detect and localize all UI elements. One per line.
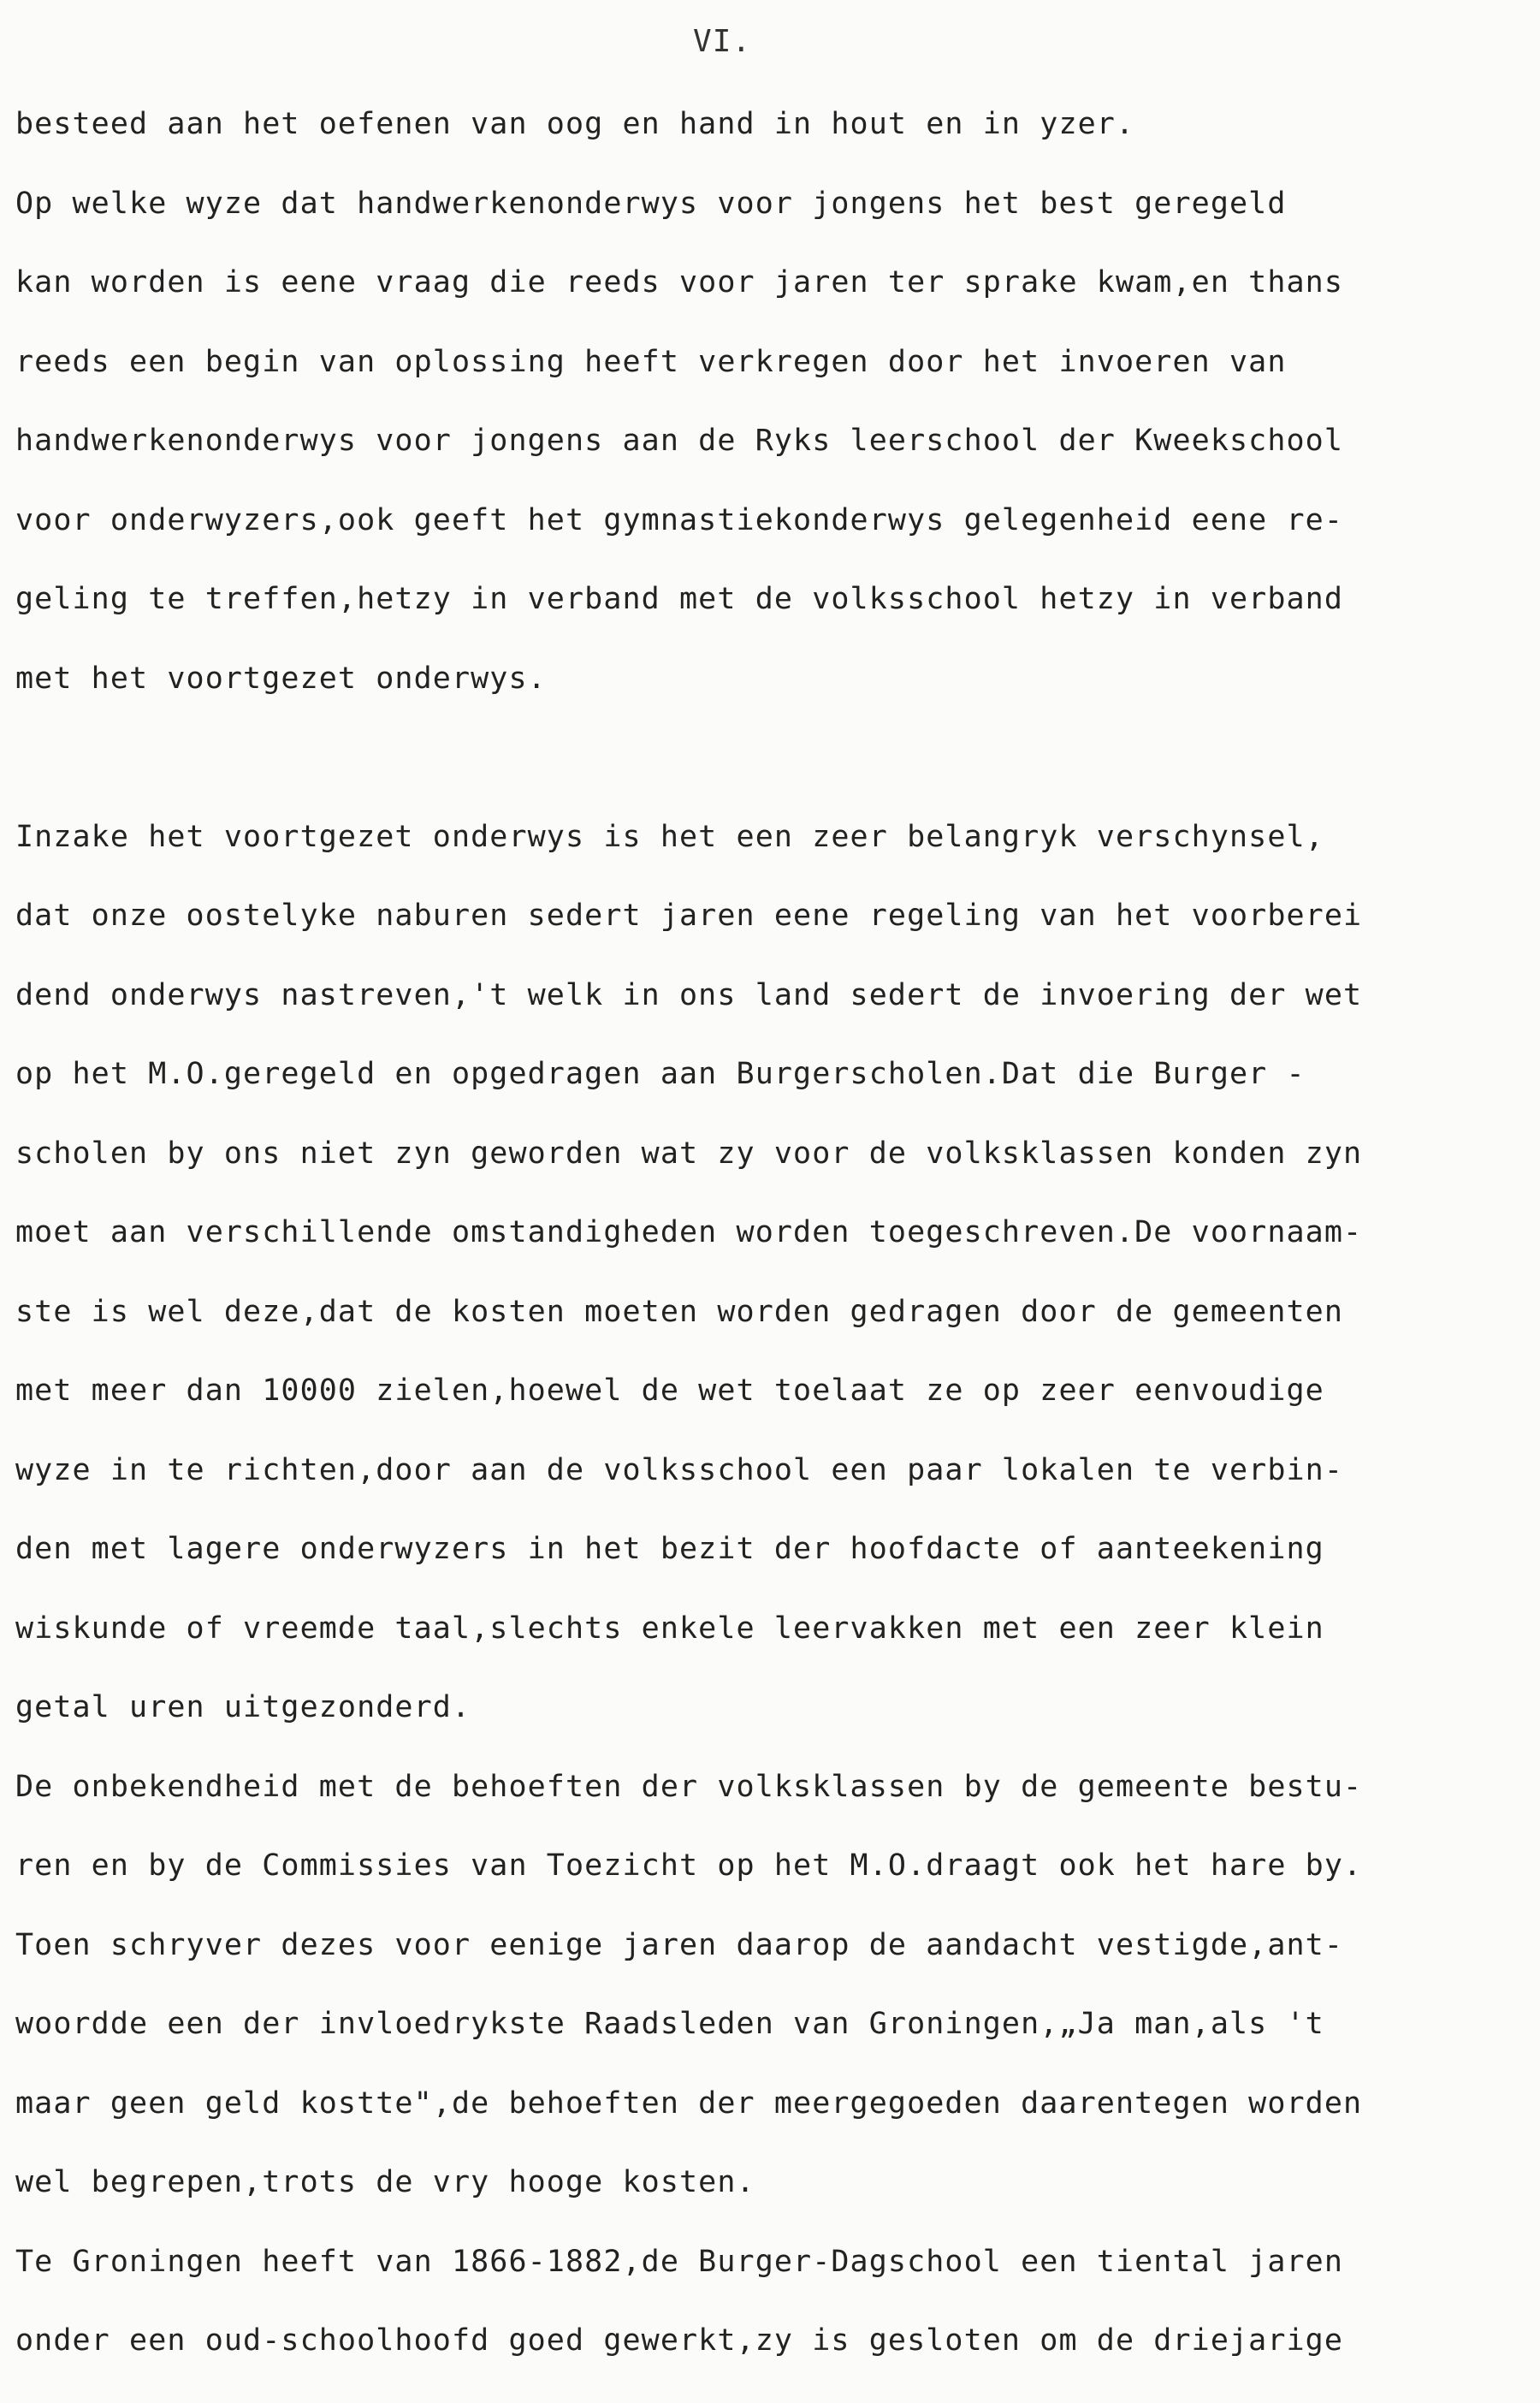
text-line: geling te treffen,hetzy in verband met de volksschool hetzy in verband (15, 582, 1344, 616)
text-line: met het voortgezet onderwys. (15, 661, 547, 696)
body-text (15, 98, 1530, 2394)
text-line: Inzake het voortgezet onderwys is het een zeer belangryk verschynsel, (15, 819, 1324, 854)
text-line: wiskunde of vreemde taal,slechts enkele leervakken met een zeer klein (15, 1611, 1324, 1646)
text-line: den met lagere onderwyzers in het bezit der hoofdacte of aanteekening (15, 1532, 1324, 1566)
text-line: woordde een der invloedrykste Raadsleden van Groningen,„Ja man,als 't (15, 2007, 1324, 2041)
text-line: scholen by ons niet zyn geworden wat zy voor de volksklassen konden zyn (15, 1136, 1363, 1171)
text-line: voor onderwyzers,ook geeft het gymnastiekonderwys gelegenheid eene re- (15, 502, 1344, 537)
text-line: onder een oud-schoolhoofd goed gewerkt,zy is gesloten om de driejarige (15, 2323, 1344, 2358)
text-line: reeds een begin van oplossing heeft verkregen door het invoeren van (15, 344, 1287, 379)
text-line: De onbekendheid met de behoeften der volksklassen by de gemeente bestu- (15, 1769, 1363, 1804)
text-line: wel begrepen,trots de vry hooge kosten. (15, 2165, 755, 2199)
text-line: dat onze oostelyke naburen sedert jaren eene regeling van het voorberei (15, 899, 1363, 933)
text-line: op het M.O.geregeld en opgedragen aan Burgerscholen.Dat die Burger - (15, 1057, 1306, 1091)
text-line: Toen schryver dezes voor eenige jaren daarop de aandacht vestigde,ant- (15, 1927, 1344, 1962)
text-line: Op welke wyze dat handwerkenonderwys voor jongens het best geregeld (15, 186, 1287, 221)
page-number: VI. (693, 24, 752, 59)
text-line: wyze in te richten,door aan de volksschool een paar lokalen te verbin- (15, 1452, 1344, 1487)
text-line: moet aan verschillende omstandigheden worden toegeschreven.De voornaam- (15, 1215, 1363, 1249)
text-line: maar geen geld kostte",de behoeften der meergegoeden daarentegen worden (15, 2086, 1363, 2121)
text-line: besteed aan het oefenen van oog en hand in hout en in yzer. (15, 107, 1135, 141)
paragraph-gap (15, 732, 1530, 811)
text-line: kan worden is eene vraag die reeds voor jaren ter sprake kwam,en thans (15, 265, 1344, 300)
text-line: ren en by de Commissies van Toezicht op het M.O.draagt ook het hare by. (15, 1848, 1363, 1883)
text-line: getal uren uitgezonderd. (15, 1690, 471, 1724)
text-line: ste is wel deze,dat de kosten moeten worden gedragen door de gemeenten (15, 1294, 1344, 1329)
text-line: dend onderwys nastreven,'t welk in ons land sedert de invoering der wet (15, 977, 1363, 1012)
text-line: handwerkenonderwys voor jongens aan de Ryks leerschool der Kweekschool (15, 424, 1344, 458)
text-line: Te Groningen heeft van 1866-1882,de Burger-Dagschool een tiental jaren (15, 2244, 1344, 2279)
text-line: met meer dan 10000 zielen,hoewel de wet toelaat ze op zeer eenvoudige (15, 1374, 1324, 1408)
